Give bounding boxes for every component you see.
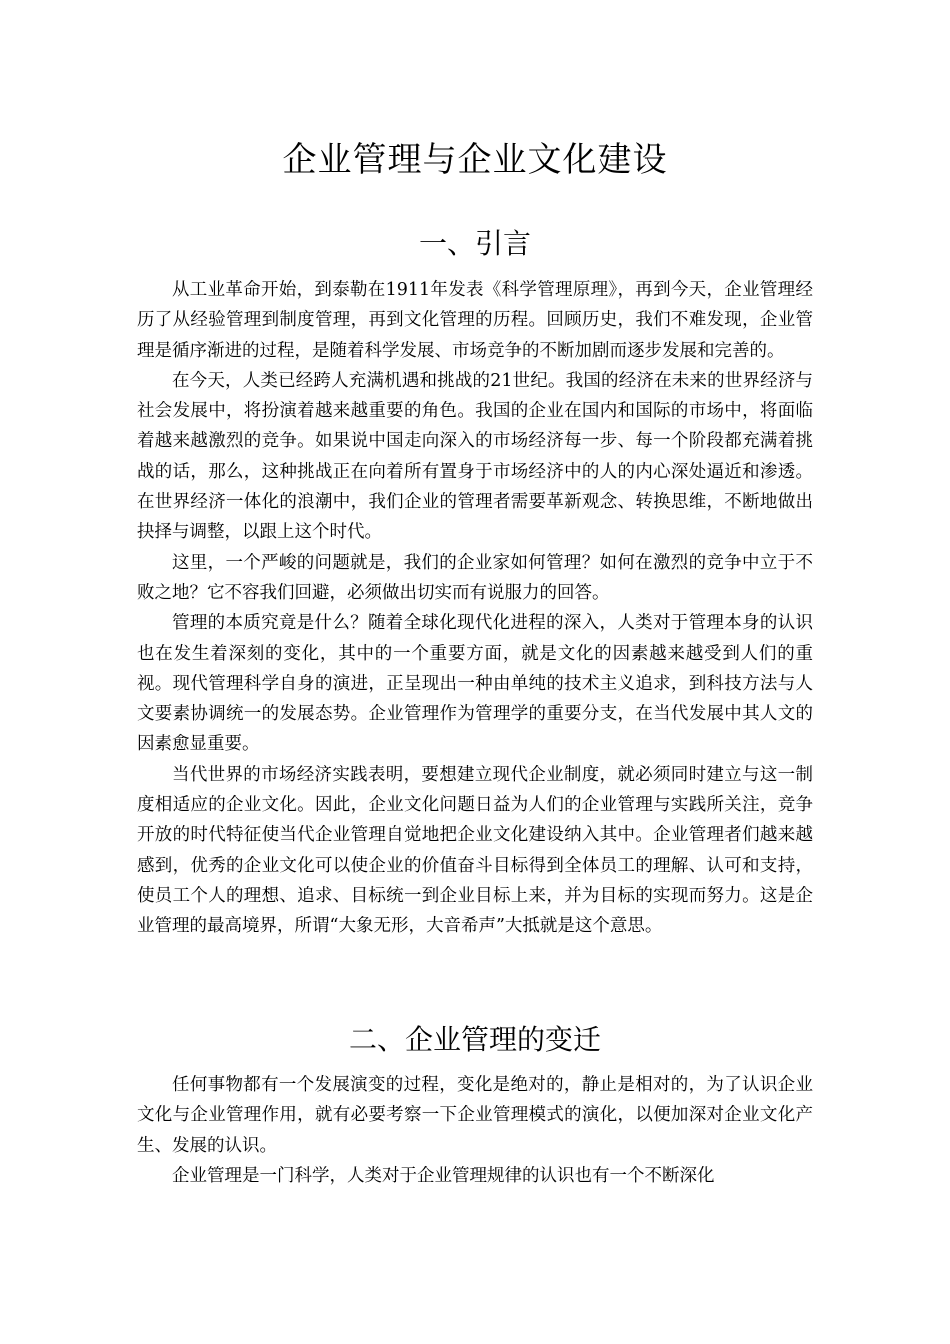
body-paragraph: 从工业革命开始，到泰勒在1911年发表《科学管理原理》，再到今天，企业管理经历了从经验管理到制度管理，再到文化管理的历程。回顾历史，我们不难发现，企业管理是循序渐进的过程，是随着科学发展、市场竞争的不断加剧而逐步发展和完善的。	[137, 280, 813, 361]
document-title: 企业管理与企业文化建设	[282, 140, 668, 180]
body-paragraph: 这里，一个严峻的问题就是，我们的企业家如何管理？如何在激烈的竞争中立于不败之地？它不容我们回避，必须做出切实而有说服力的回答。	[137, 552, 813, 603]
body-paragraph: 当代世界的市场经济实践表明，要想建立现代企业制度，就必须同时建立与这一制度相适应的企业文化。因此，企业文化问题日益为人们的企业管理与实践所关注，竞争开放的时代特征使当代企业管理自觉地把企业文化建设纳入其中。企业管理者们越来越感到，优秀的企业文化可以使企业的价值奋斗目标得到全体员工的理解、认可和支持，使员工个人的理想、追求、目标统一到企业目标上来，并为目标的实现而努力。这是企业管理的最高境界，所谓“大象无形，大音希声”大抵就是这个意思。	[137, 764, 813, 937]
section-body-management-evolution	[137, 1070, 813, 1191]
body-paragraph: 企业管理是一门科学，人类对于企业管理规律的认识也有一个不断深化	[172, 1165, 715, 1186]
body-paragraph: 任何事物都有一个发展演变的过程，变化是绝对的，静止是相对的，为了认识企业文化与企业管理作用，就有必要考察一下企业管理模式的演化，以便加深对企业文化产生、发展的认识。	[137, 1075, 813, 1156]
section-heading-management-evolution: 二、企业管理的变迁	[348, 1023, 601, 1056]
section-heading-introduction: 一、引言	[418, 227, 531, 260]
body-paragraph: 在今天，人类已经跨人充满机遇和挑战的21世纪。我国的经济在未来的世界经济与社会发展中，将扮演着越来越重要的角色。我国的企业在国内和国际的市场中，将面临着越来越激烈的竞争。如果说中国走向深入的市场经济每一步、每一个阶段都充满着挑战的话，那么，这种挑战正在向着所有置身于市场经济中的人的内心深处逼近和渗透。在世界经济一体化的浪潮中，我们企业的管理者需要革新观念、转换思维，不断地做出抉择与调整，以跟上这个时代。	[137, 370, 813, 543]
section-body-introduction	[137, 275, 813, 942]
body-paragraph: 管理的本质究竟是什么？随着全球化现代化进程的深入，人类对于管理本身的认识也在发生着深刻的变化，其中的一个重要方面，就是文化的因素越来越受到人们的重视。现代管理科学自身的演进，正呈现出一种由单纯的技术主义追求，到科技方法与人文要素协调统一的发展态势。企业管理作为管理学的重要分支，在当代发展中其人文的因素愈显重要。	[137, 613, 813, 755]
